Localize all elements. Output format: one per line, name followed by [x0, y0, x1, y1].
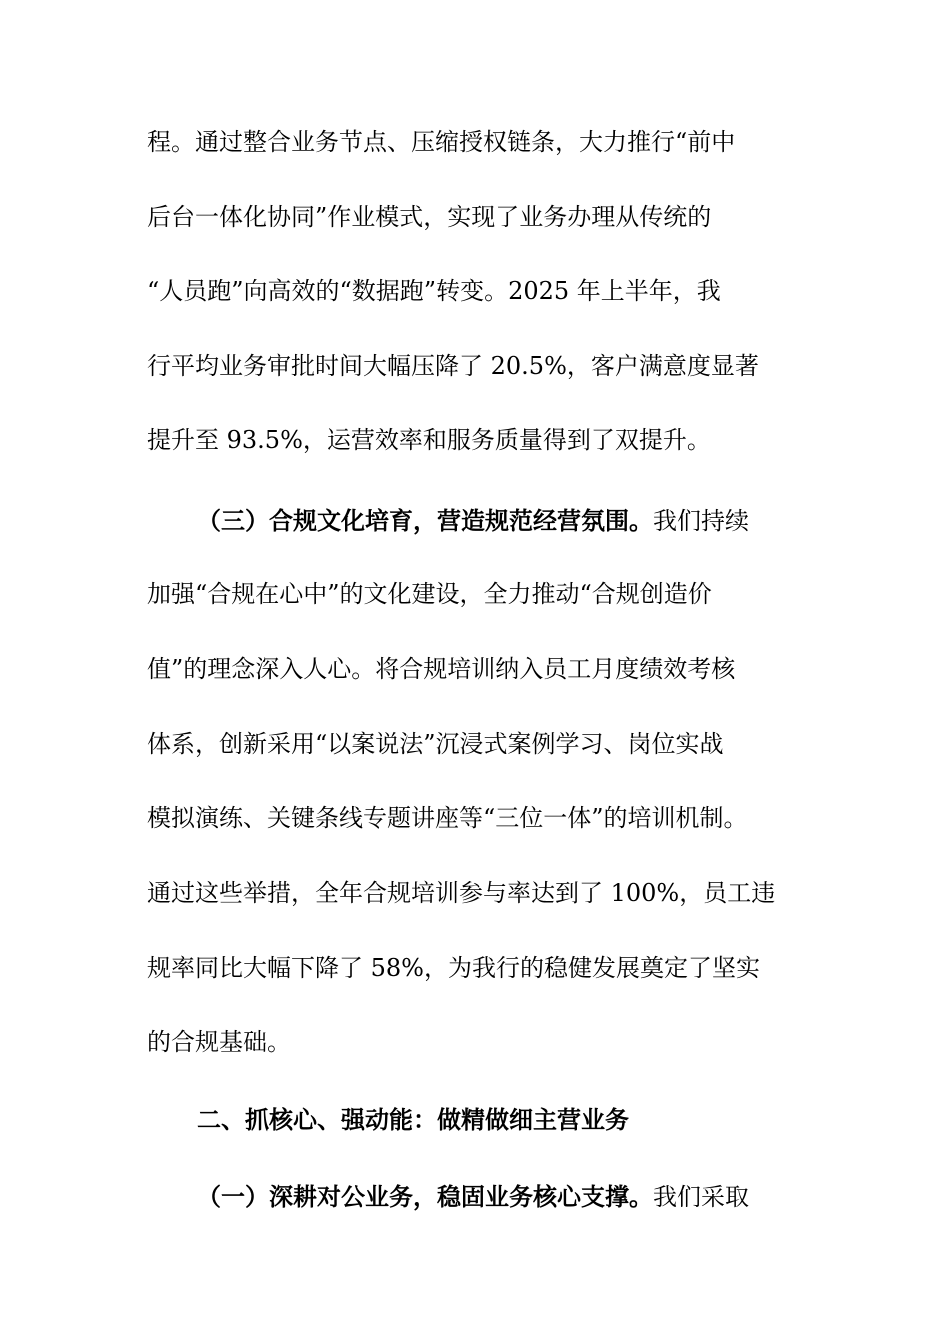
line-text: 通过这些举措，全年合规培训参与率达到了 100%，员工违: [147, 879, 776, 907]
paragraph-line: [147, 1026, 291, 1058]
section-heading: （三）合规文化培育，营造规范经营氛围。: [197, 506, 653, 535]
line-text: 的合规基础。: [147, 1028, 291, 1056]
paragraph-line: [147, 952, 760, 984]
line-text: 模拟演练、关键条线专题讲座等“三位一体”的培训机制。: [147, 804, 748, 832]
paragraph-line: [147, 350, 759, 382]
line-text: 我们持续: [653, 507, 749, 535]
paragraph-line: [147, 653, 735, 685]
paragraph-line: [147, 275, 721, 307]
paragraph-line: [147, 126, 735, 158]
paragraph-line: [147, 728, 724, 760]
paragraph-line: [147, 802, 748, 834]
chapter-heading: 二、抓核心、强动能：做精做细主营业务: [197, 1105, 629, 1134]
line-text: 我们采取: [653, 1183, 749, 1211]
line-text: 值”的理念深入人心。将合规培训纳入员工月度绩效考核: [147, 655, 736, 683]
line-text: 规率同比大幅下降了 58%，为我行的稳健发展奠定了坚实: [147, 954, 760, 982]
section-heading: （一）深耕对公业务，稳固业务核心支撑。: [197, 1182, 653, 1211]
paragraph-line: [147, 201, 711, 233]
line-text: 提升至 93.5%，运营效率和服务质量得到了双提升。: [147, 426, 711, 454]
paragraph-line: [147, 877, 775, 909]
line-text: 加强“合规在心中”的文化建设，全力推动“合规创造价: [147, 580, 712, 608]
line-text: 行平均业务审批时间大幅压降了 20.5%，客户满意度显著: [147, 352, 759, 380]
section-heading-line: [197, 505, 749, 537]
line-text: “人员跑”向高效的“数据跑”转变。2025 年上半年，我: [147, 277, 721, 305]
chapter-heading-line: [197, 1104, 629, 1136]
line-text: 体系，创新采用“以案说法”沉浸式案例学习、岗位实战: [147, 730, 724, 758]
paragraph-line: [147, 578, 712, 610]
section-heading-line: [197, 1181, 749, 1213]
line-text: 程。通过整合业务节点、压缩授权链条，大力推行“前中: [147, 128, 736, 156]
paragraph-line: [147, 424, 711, 456]
line-text: 后台一体化协同”作业模式，实现了业务办理从传统的: [147, 203, 712, 231]
